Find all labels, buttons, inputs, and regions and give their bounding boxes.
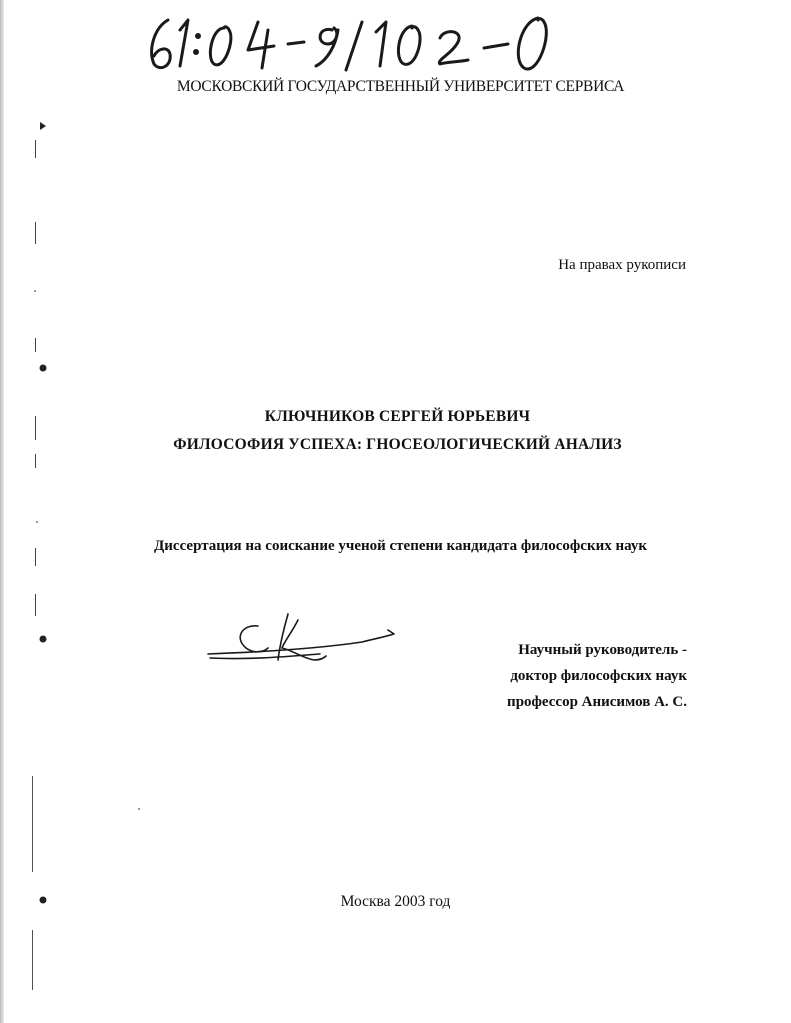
margin-line — [32, 776, 33, 872]
margin-mark — [39, 895, 47, 905]
handwritten-catalog-code — [140, 8, 560, 78]
margin-tick — [35, 416, 36, 440]
margin-mark — [39, 121, 47, 131]
place-and-year: Москва 2003 год — [340, 893, 451, 910]
scan-speck — [138, 808, 140, 810]
university-name: МОСКОВСКИЙ ГОСУДАРСТВЕННЫЙ УНИВЕРСИТЕТ СЕРВИСА — [176, 78, 625, 95]
advisor-name: профессор Анисимов А. С. — [507, 694, 687, 710]
margin-line — [32, 930, 33, 990]
margin-tick — [35, 548, 36, 566]
margin-tick — [35, 338, 36, 352]
scientific-advisor — [507, 637, 687, 715]
margin-mark — [39, 363, 47, 373]
scan-speck — [36, 521, 38, 523]
dissertation-title: ФИЛОСОФИЯ УСПЕХА: ГНОСЕОЛОГИЧЕСКИЙ АНАЛИЗ — [173, 436, 622, 453]
margin-tick — [35, 594, 36, 616]
scan-speck — [34, 290, 36, 292]
margin-tick — [35, 454, 36, 468]
rights-notice: На правах рукописи — [558, 257, 686, 273]
margin-tick — [35, 222, 36, 244]
advisor-degree: доктор философских наук — [510, 668, 687, 684]
scan-edge — [0, 0, 4, 1023]
advisor-role: Научный руководитель - — [518, 642, 687, 658]
margin-tick — [35, 140, 36, 158]
signature — [202, 608, 402, 672]
author-name: КЛЮЧНИКОВ СЕРГЕЙ ЮРЬЕВИЧ — [264, 408, 531, 425]
degree-statement: Диссертация на соискание ученой степени кандидата философских наук — [153, 538, 648, 554]
margin-mark — [39, 634, 47, 644]
